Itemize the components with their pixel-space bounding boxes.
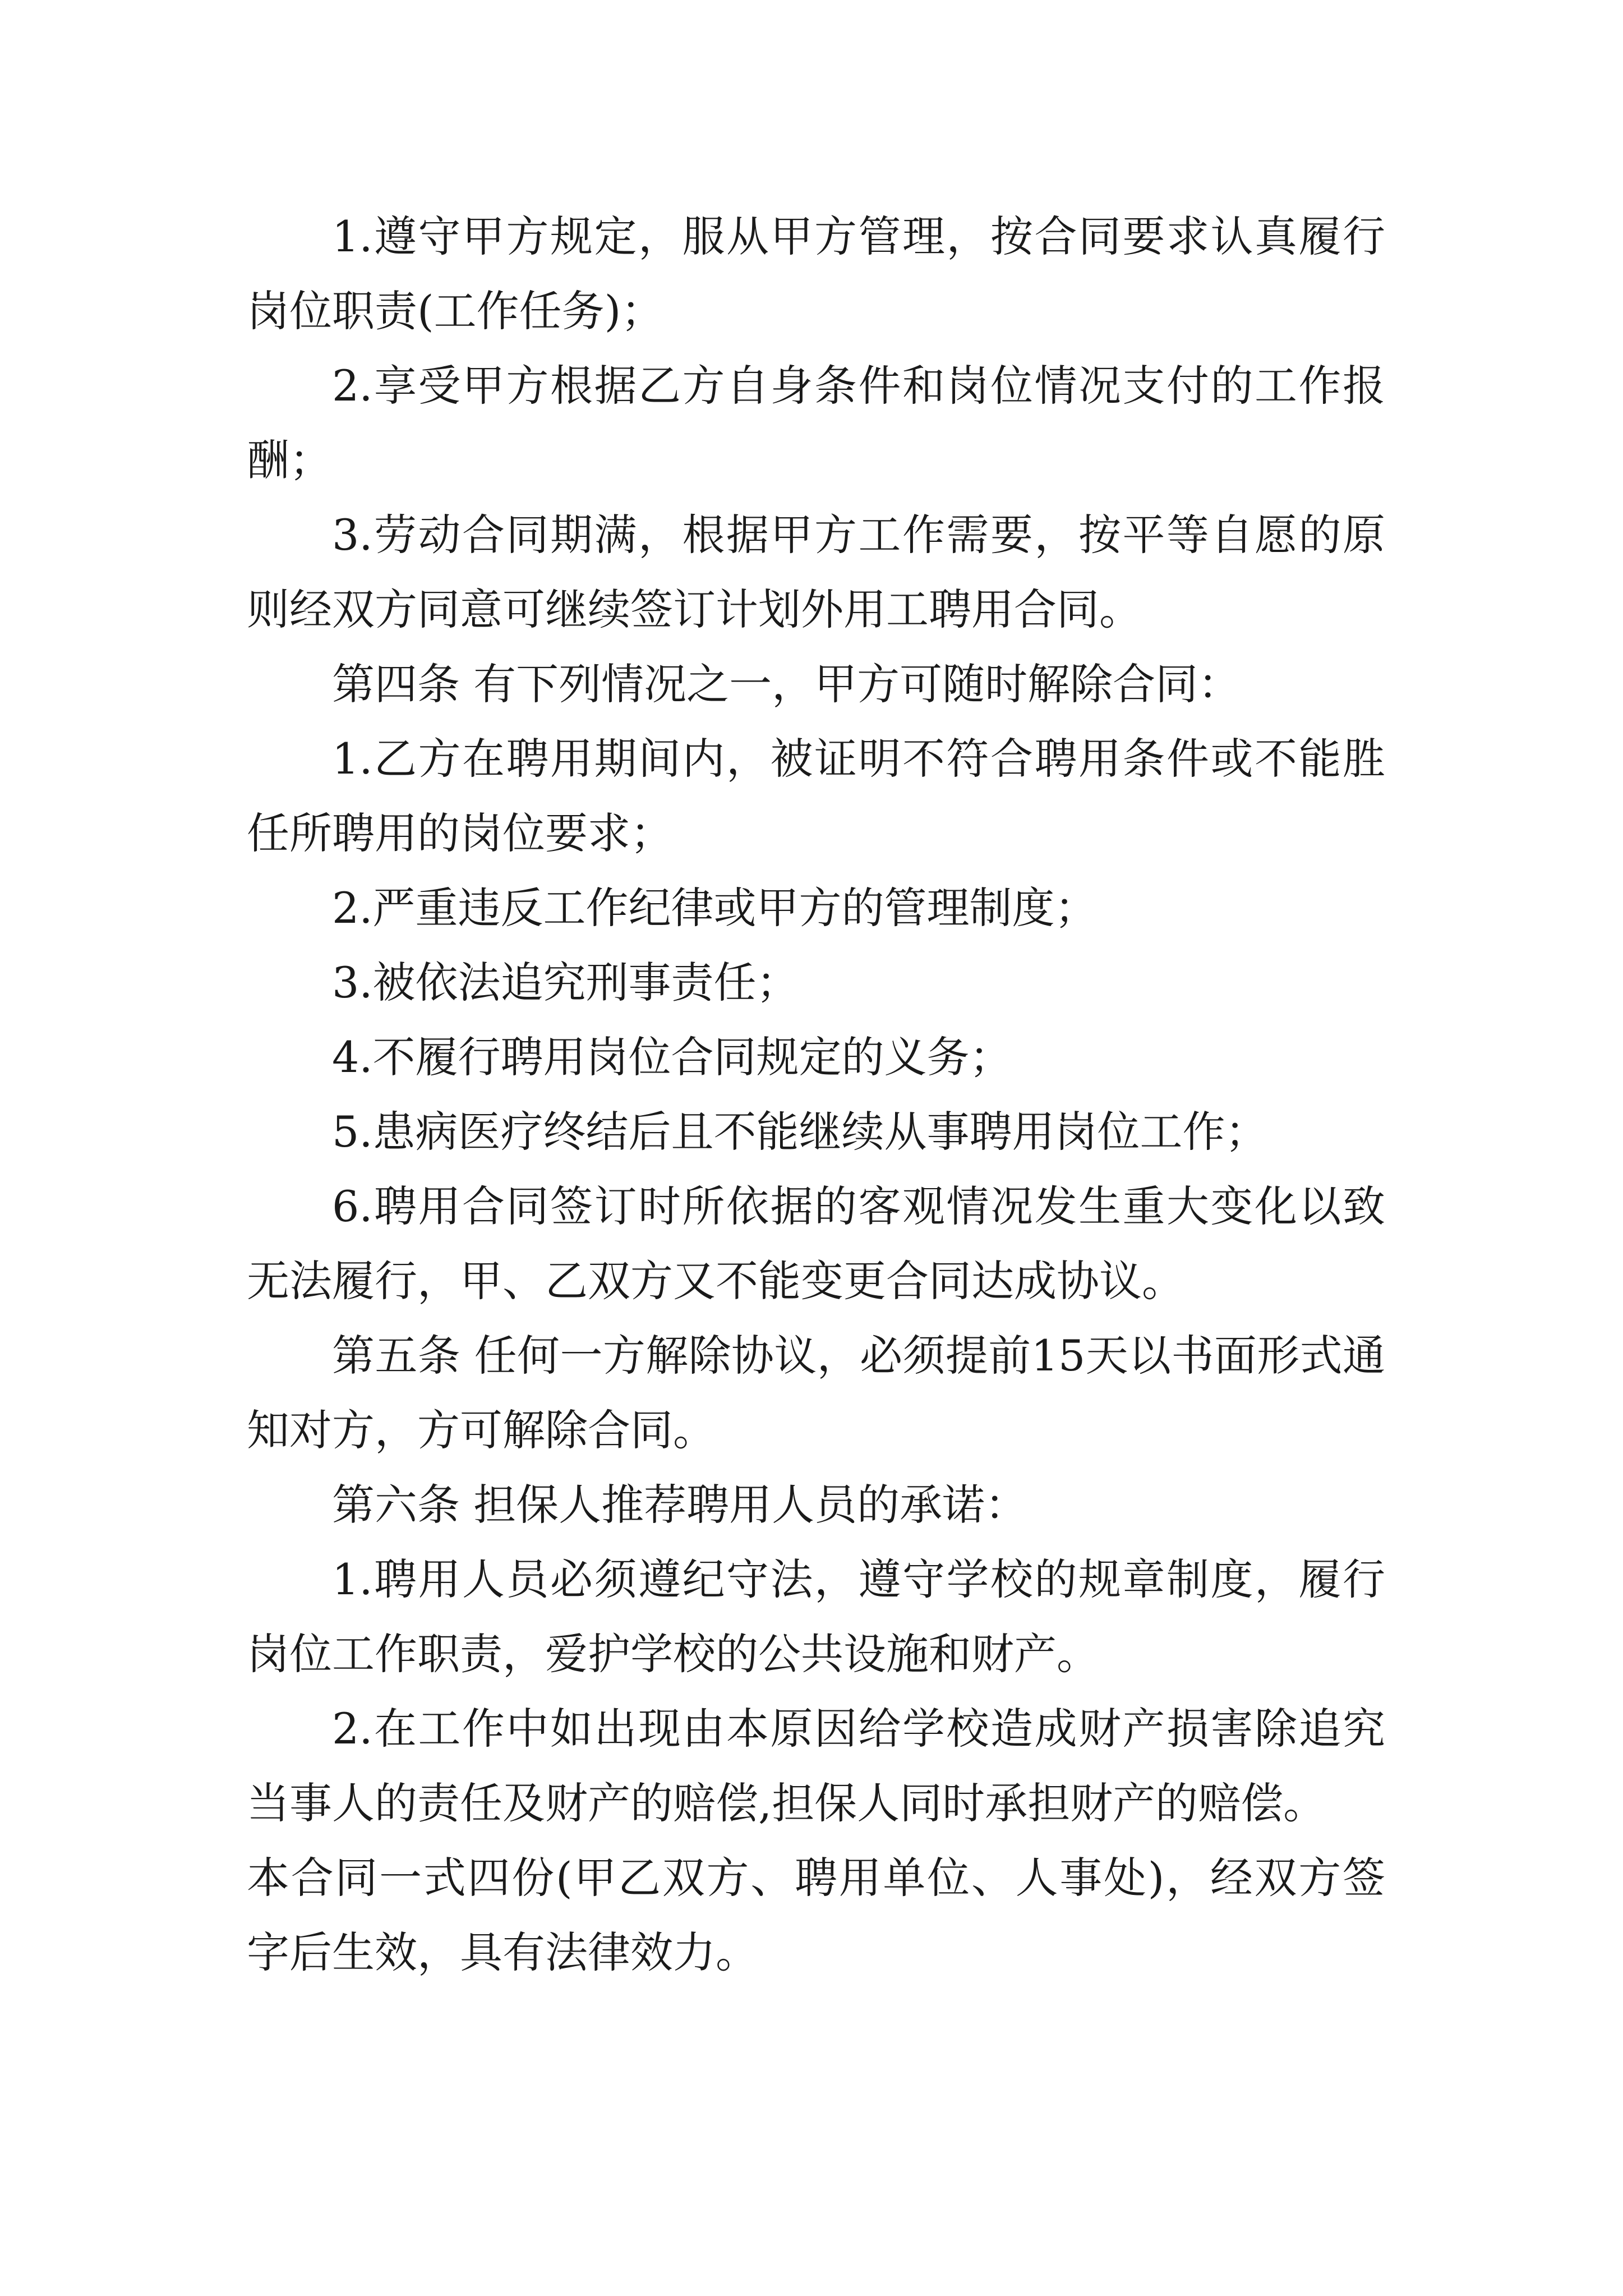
article-4-item-1: 1.乙方在聘用期间内，被证明不符合聘用条件或不能胜任所聘用的岗位要求； bbox=[247, 734, 1385, 858]
article-4-heading: 第四条 有下列情况之一，甲方可随时解除合同： bbox=[332, 659, 1241, 709]
closing-paragraph: 本合同一式四份(甲乙双方、聘用单位、人事处)，经双方签字后生效，具有法律效力。 bbox=[247, 1853, 1385, 1977]
article-6-item-1: 1.聘用人员必须遵纪守法，遵守学校的规章制度，履行岗位工作职责，爱护学校的公共设施和财产。 bbox=[247, 1554, 1385, 1679]
article-6-item-2: 2.在工作中如出现由本原因给学校造成财产损害除追究当事人的责任及财产的赔偿,担保人同时承担财产的赔偿。 bbox=[247, 1704, 1385, 1828]
paragraph-duty-1: 1.遵守甲方规定，服从甲方管理，按合同要求认真履行岗位职责(工作任务)； bbox=[247, 211, 1385, 336]
article-5-paragraph: 第五条 任何一方解除协议，必须提前15天以书面形式通知对方，方可解除合同。 bbox=[247, 1331, 1385, 1455]
article-4-item-5: 5.患病医疗终结后且不能继续从事聘用岗位工作； bbox=[332, 1107, 1268, 1157]
article-6-heading: 第六条 担保人推荐聘用人员的承诺： bbox=[332, 1480, 1028, 1530]
paragraph-duty-3: 3.劳动合同期满，根据甲方工作需要，按平等自愿的原则经双方同意可继续签订计划外用工聘用合同。 bbox=[247, 510, 1385, 634]
paragraph-duty-2: 2.享受甲方根据乙方自身条件和岗位情况支付的工作报酬； bbox=[247, 361, 1385, 485]
article-4-item-6: 6.聘用合同签订时所依据的客观情况发生重大变化以致无法履行，甲、乙双方又不能变更合同达成协议。 bbox=[247, 1181, 1385, 1306]
article-4-item-3: 3.被依法追究刑事责任； bbox=[332, 958, 799, 1007]
document-body bbox=[247, 199, 1385, 1990]
article-4-item-2: 2.严重违反工作纪律或甲方的管理制度； bbox=[332, 883, 1098, 933]
article-4-item-4: 4.不履行聘用岗位合同规定的义务； bbox=[332, 1032, 1012, 1082]
